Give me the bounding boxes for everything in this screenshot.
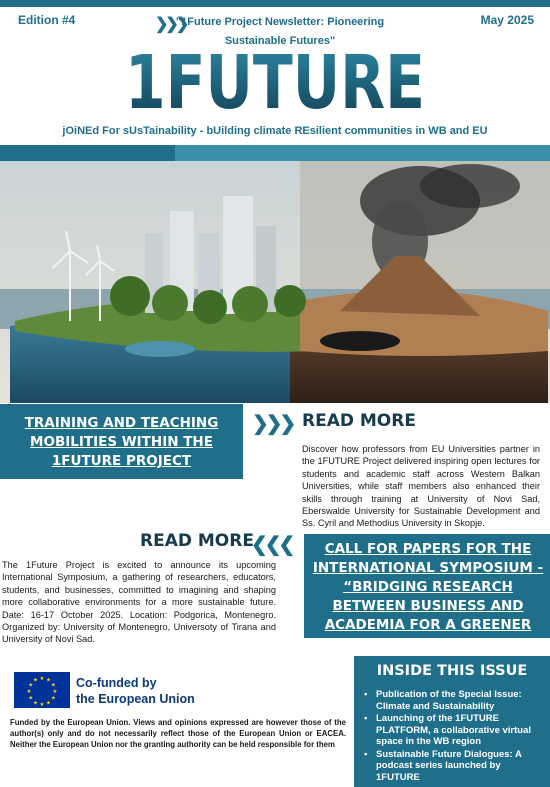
svg-text:★: ★ xyxy=(46,700,51,707)
list-item[interactable]: • Launching of the 1FUTURE PLATFORM, a collaborative virtual space in the WB region xyxy=(372,713,546,748)
svg-text:★: ★ xyxy=(46,677,51,684)
svg-text:★: ★ xyxy=(33,700,38,707)
triple-chevron-icon: ❯❯❯ xyxy=(252,413,294,435)
logo-text: 1FUTURE xyxy=(125,40,425,124)
inside-this-issue-title: INSIDE THIS ISSUE xyxy=(376,663,528,679)
read-more-link[interactable]: READ MORE xyxy=(302,411,416,431)
svg-text:★: ★ xyxy=(39,676,45,682)
issue-date: May 2025 xyxy=(480,13,534,27)
svg-text:★: ★ xyxy=(28,682,34,689)
eu-flag-icon xyxy=(14,672,70,708)
top-bar xyxy=(0,0,550,7)
project-logo xyxy=(120,28,430,124)
inside-this-issue-list xyxy=(372,689,546,784)
svg-text:★: ★ xyxy=(28,695,34,702)
eu-disclaimer: Funded by the European Union. Views and opinions expressed are however those of the author(s) only and do not necessarily reflect those of the European Union or EACEA. Neither the European Union nor the granting authority can be held responsible for them xyxy=(10,718,346,749)
call-for-papers-title[interactable]: CALL FOR PAPERS FOR THE INTERNATIONAL SYMPOSIUM - “BRIDGING RESEARCH BETWEEN BUSINESS AND ACADEMIA FOR A GREENER TOMORROW” xyxy=(312,541,544,652)
project-subtitle: jOiNEd For sUsTainability - bUilding climate REsilient communities in WB and EU xyxy=(62,125,488,137)
eu-line-2: the European Union xyxy=(76,692,195,706)
svg-text:★: ★ xyxy=(33,677,38,684)
triple-chevron-icon: ❯❯❯ xyxy=(155,16,187,33)
training-article-body: Discover how professors from EU Universities partner in the 1FUTURE Project delivered inspiring open lectures for students and academic staff across Western Balkan Universities, while staff members also enhanced their skills through training at University of Novi Sad, Eberswalde University for Sustainable Development and Ss. Cyril and Methodius University in Skopje. xyxy=(302,444,540,529)
triple-chevron-left-icon: ❮❮❮ xyxy=(251,534,293,556)
svg-text:★: ★ xyxy=(39,702,45,708)
eu-cofunded-label xyxy=(76,675,195,707)
edition-label: Edition #4 xyxy=(18,13,76,27)
svg-text:★: ★ xyxy=(52,689,58,695)
training-article-title[interactable]: TRAINING AND TEACHING MOBILITIES WITHIN THE 1FUTURE PROJECT xyxy=(24,415,219,469)
list-item[interactable]: • Publication of the Special Issue: Climate and Sustainability xyxy=(372,689,546,712)
svg-text:★: ★ xyxy=(50,682,56,689)
hero-illustration xyxy=(0,161,550,403)
list-item[interactable]: • Sustainable Future Dialogues: A podcast series launched by 1FUTURE xyxy=(372,749,546,784)
svg-text:★: ★ xyxy=(50,695,56,702)
svg-text:★: ★ xyxy=(26,689,32,695)
header-band-accent xyxy=(175,145,550,161)
eu-line-1: Co-funded by xyxy=(76,676,157,690)
read-more-link[interactable]: READ MORE xyxy=(140,531,254,551)
newsletter-tagline: "1Future Project Newsletter: Pioneering Sustainable Futures" xyxy=(175,16,385,47)
symposium-article-body: The 1Future Project is excited to announce its upcoming International Symposium, a gathering of researchers, educators, students, and businesses, committed to imagining and shaping more collaborative environments for a more sustainable future. Date: 16-17 October 2025. Location: Podgorica, Montenegro. Organized by: University of Montenegro, Universoty of Tirana and University of Novi Sad. xyxy=(2,560,276,645)
